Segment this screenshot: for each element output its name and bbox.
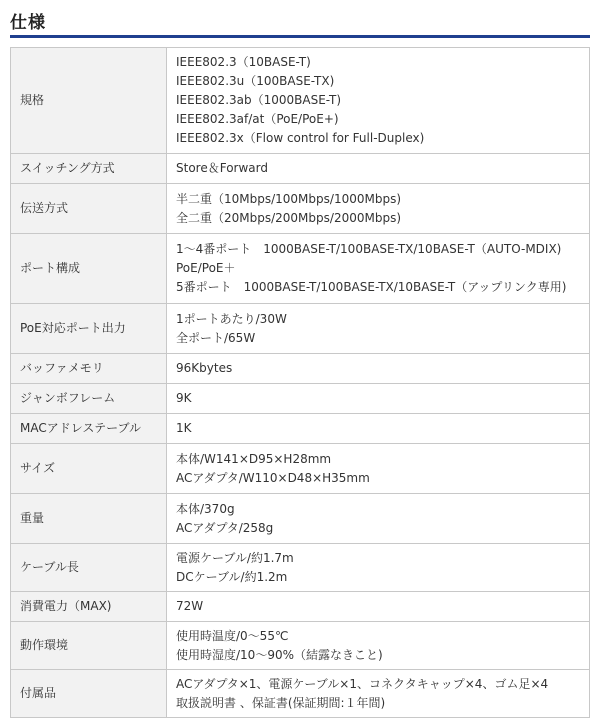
- table-row: [11, 384, 590, 414]
- table-row: [11, 444, 590, 494]
- spec-value-line: Store＆Forward: [176, 161, 268, 175]
- table-row: [11, 354, 590, 384]
- table-row: [11, 670, 590, 718]
- spec-value: [167, 384, 590, 414]
- spec-value-line: ACアダプタ×1、電源ケーブル×1、コネクタキャップ×4、ゴム足×4: [176, 676, 549, 691]
- spec-value: [167, 234, 590, 304]
- spec-label: 付属品: [11, 670, 167, 718]
- spec-value-line: 取扱説明書 、保証書(保証期間:１年間): [176, 695, 386, 710]
- table-row: [11, 154, 590, 184]
- spec-label: 規格: [11, 48, 167, 154]
- spec-label: バッファメモリ: [11, 354, 167, 384]
- spec-value-line: 72W: [176, 599, 204, 613]
- spec-value-line: 電源ケーブル/約1.7m: [176, 550, 294, 565]
- spec-value-line: IEEE802.3af/at（PoE/PoE+): [176, 112, 339, 126]
- spec-value-line: 全二重（20Mbps/200Mbps/2000Mbps): [176, 210, 402, 225]
- spec-value: [167, 414, 590, 444]
- spec-value-line: IEEE802.3x（Flow control for Full-Duplex): [176, 131, 425, 145]
- table-row: [11, 494, 590, 544]
- spec-label: ケーブル長: [11, 544, 167, 592]
- spec-value: [167, 48, 590, 154]
- title-divider: [10, 35, 590, 38]
- spec-value-line: 9K: [176, 391, 192, 405]
- spec-value-line: 5番ポート 1000BASE-T/100BASE-TX/10BASE-T（アップリンク専用): [176, 280, 567, 294]
- spec-value-line: 96Kbytes: [176, 361, 233, 375]
- spec-label: MACアドレステーブル: [11, 414, 167, 444]
- spec-table: [10, 47, 590, 718]
- spec-value: [167, 544, 590, 592]
- spec-value-line: 1ポートあたり/30W: [176, 311, 287, 326]
- table-row: [11, 414, 590, 444]
- spec-value: [167, 592, 590, 622]
- spec-value-line: ACアダプタ/W110×D48×H35mm: [176, 470, 370, 485]
- table-row: [11, 234, 590, 304]
- spec-label: PoE対応ポート出力: [11, 304, 167, 354]
- spec-label: スイッチング方式: [11, 154, 167, 184]
- spec-value: [167, 670, 590, 718]
- spec-value-line: DCケーブル/約1.2m: [176, 569, 288, 584]
- spec-value-line: IEEE802.3ab（1000BASE-T): [176, 93, 342, 107]
- spec-value-line: 全ポート/65W: [176, 330, 256, 345]
- table-row: [11, 184, 590, 234]
- spec-value: [167, 494, 590, 544]
- spec-value-line: 半二重（10Mbps/100Mbps/1000Mbps): [176, 191, 402, 206]
- spec-label: ジャンボフレーム: [11, 384, 167, 414]
- spec-value-line: 本体/370g: [176, 501, 235, 516]
- spec-value: [167, 184, 590, 234]
- spec-value-line: 1～4番ポート 1000BASE-T/100BASE-TX/10BASE-T（AUTO-MDIX): [176, 242, 562, 256]
- spec-value-line: 使用時温度/0～55℃: [176, 628, 289, 643]
- table-row: [11, 304, 590, 354]
- spec-value-line: ACアダプタ/258g: [176, 520, 274, 535]
- spec-label: 動作環境: [11, 622, 167, 670]
- spec-label: ポート構成: [11, 234, 167, 304]
- spec-value: [167, 304, 590, 354]
- spec-value: [167, 354, 590, 384]
- spec-label: 伝送方式: [11, 184, 167, 234]
- spec-value-line: IEEE802.3u（100BASE-TX): [176, 74, 335, 88]
- spec-value: [167, 444, 590, 494]
- page-title: 仕様: [10, 13, 46, 33]
- spec-value-line: 1K: [176, 421, 192, 435]
- spec-value-line: 使用時湿度/10～90%（結露なきこと): [176, 647, 383, 662]
- table-row: [11, 48, 590, 154]
- table-row: [11, 592, 590, 622]
- spec-value: [167, 622, 590, 670]
- table-row: [11, 622, 590, 670]
- spec-label: サイズ: [11, 444, 167, 494]
- table-row: [11, 544, 590, 592]
- spec-value-line: PoE/PoE＋: [176, 261, 236, 275]
- spec-value: [167, 154, 590, 184]
- spec-value-line: 本体/W141×D95×H28mm: [176, 451, 332, 466]
- spec-label: 重量: [11, 494, 167, 544]
- spec-label: 消費電力（MAX): [11, 592, 167, 622]
- spec-value-line: IEEE802.3（10BASE-T): [176, 55, 311, 69]
